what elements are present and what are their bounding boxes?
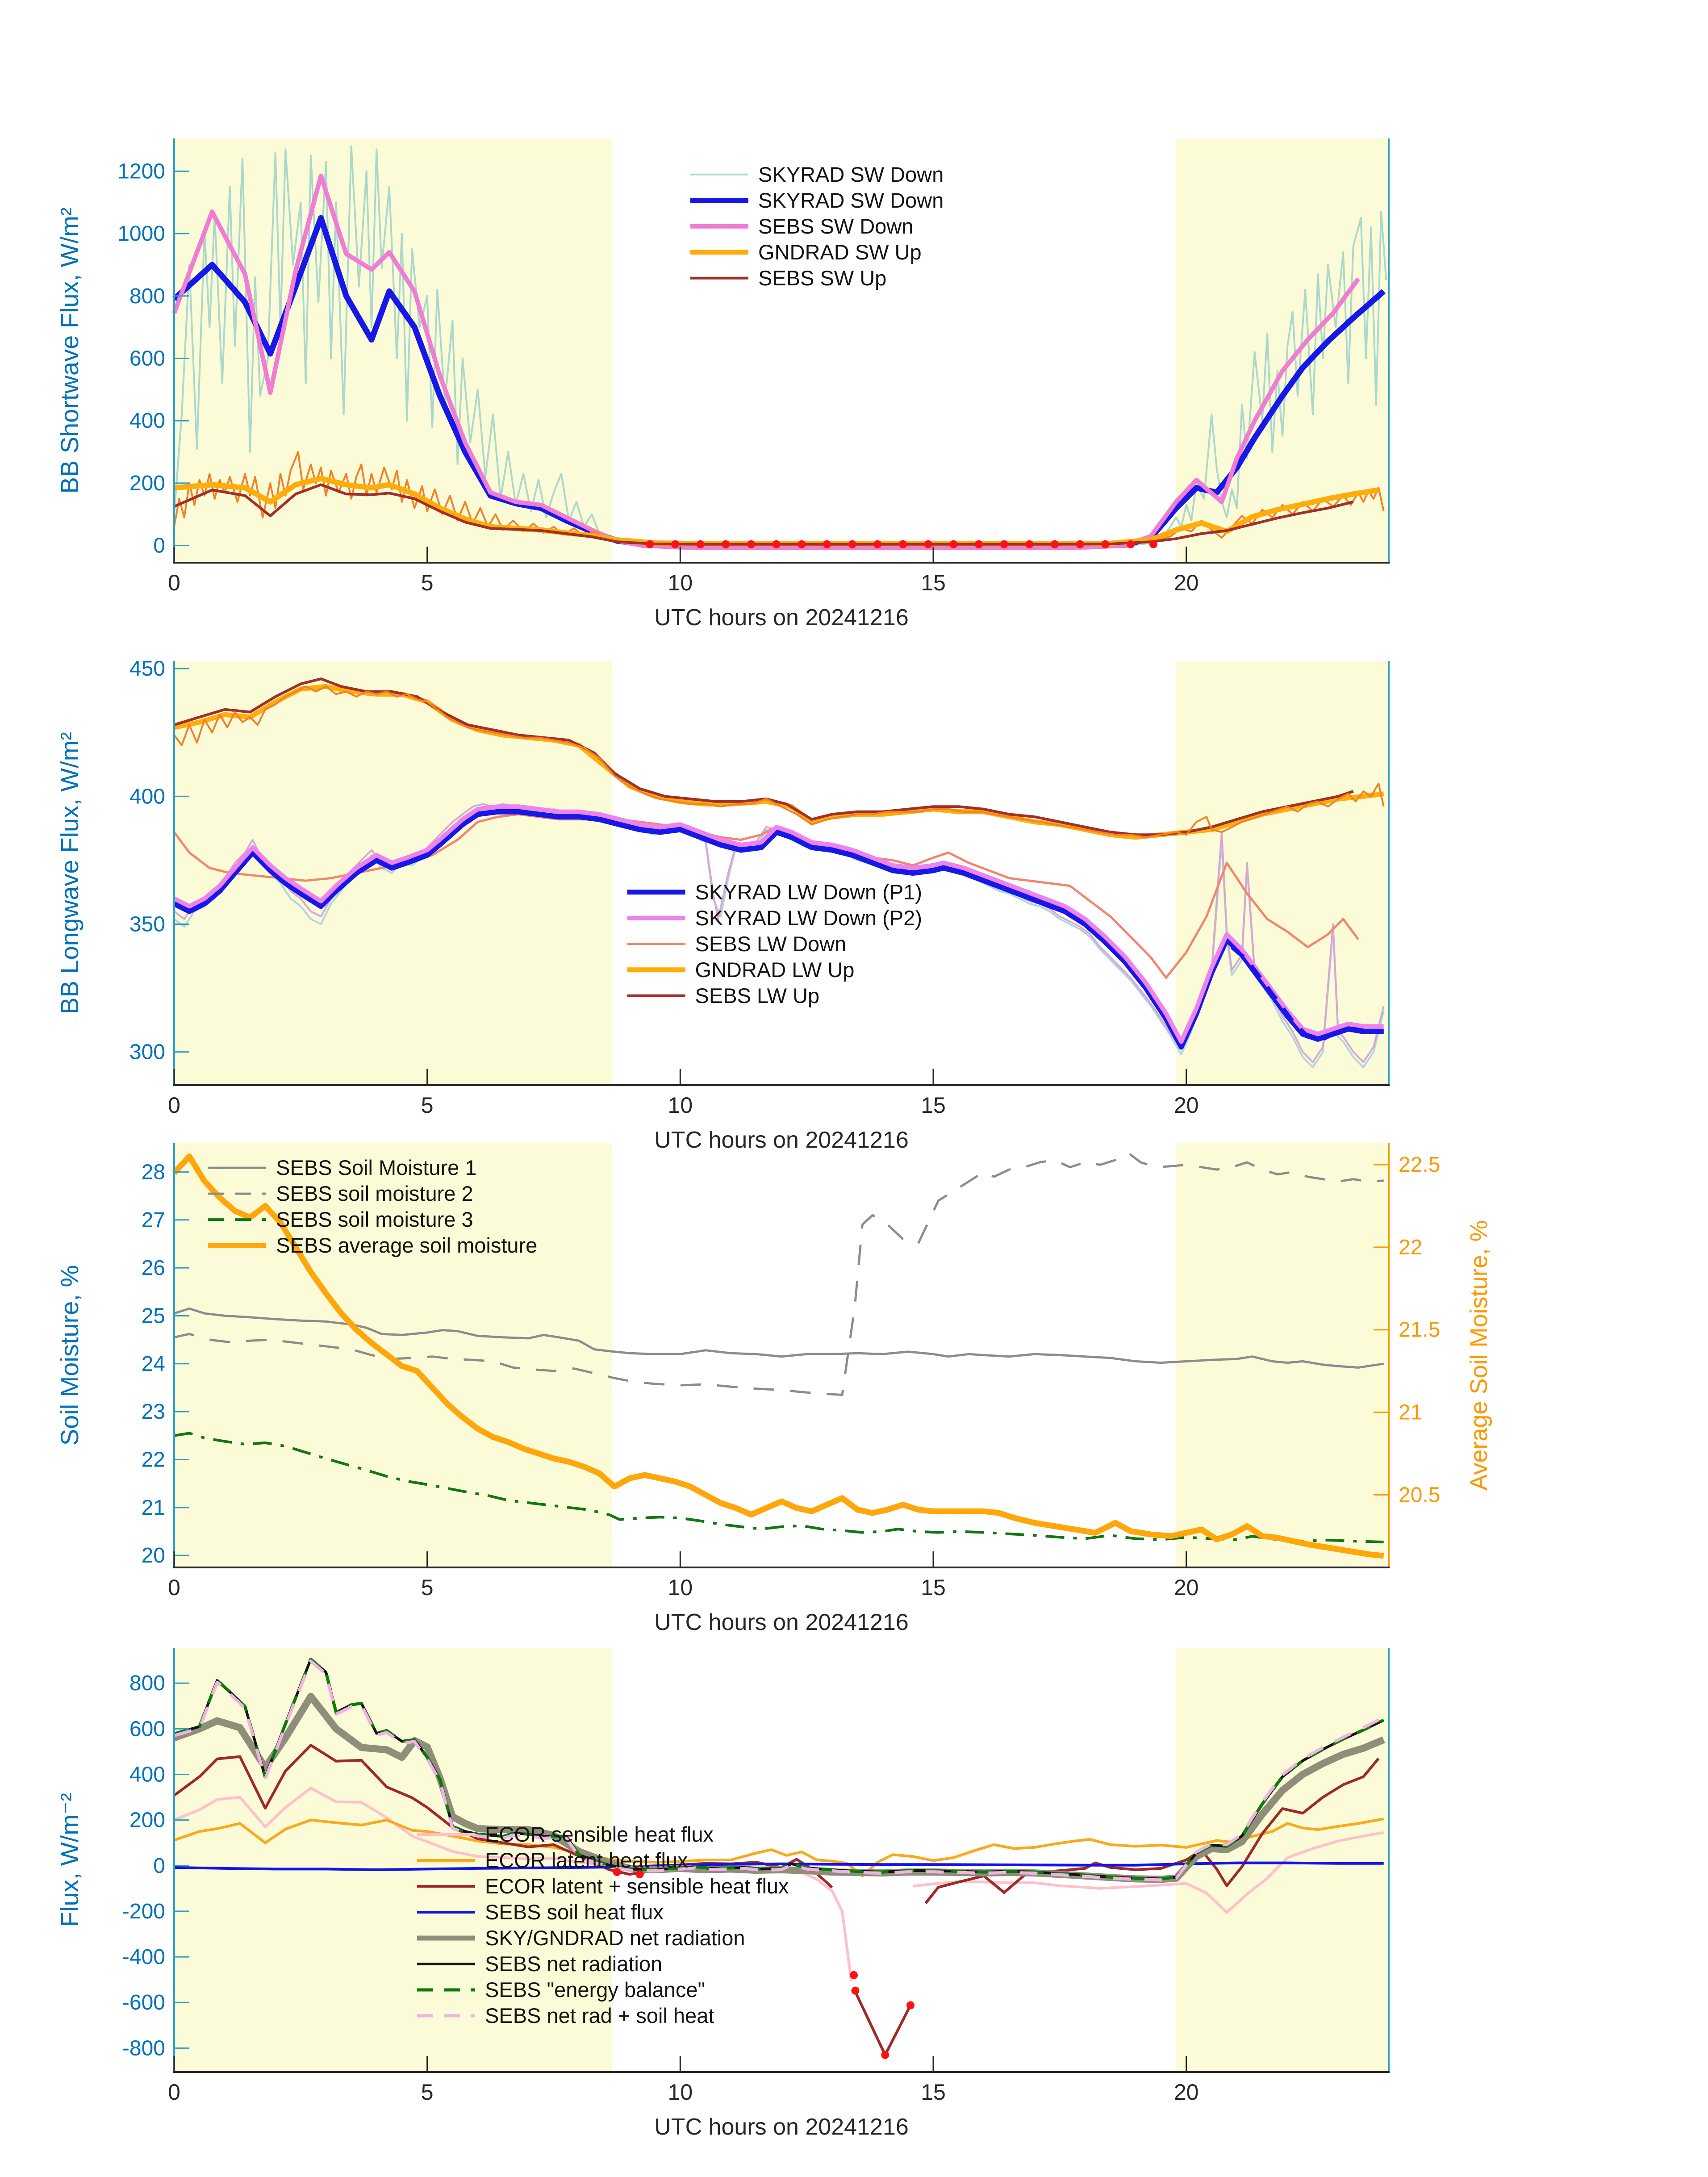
- qc-marker: [1076, 540, 1084, 548]
- y-tick-label: -400: [122, 1945, 165, 1969]
- y-tick-label: 24: [141, 1352, 165, 1376]
- chart-svg-flux: [0, 1648, 1708, 2177]
- y-axis-label: Flux, W/m⁻²: [55, 1793, 84, 1927]
- legend-label: SEBS SW Down: [758, 214, 914, 238]
- x-tick-label: 5: [421, 1575, 434, 1600]
- legend-label: ECOR sensible heat flux: [485, 1822, 714, 1846]
- legend-label: SKYRAD LW Down (P2): [695, 906, 922, 930]
- y-tick-label: 800: [129, 1671, 165, 1696]
- y-tick-label: 1200: [117, 159, 165, 184]
- x-tick-label: 10: [668, 570, 693, 595]
- legend-label: SEBS Soil Moisture 1: [276, 1156, 477, 1180]
- y-tick-label: -800: [122, 2036, 165, 2060]
- x-tick-label: 5: [421, 1093, 434, 1118]
- legend-label: GNDRAD SW Up: [758, 240, 922, 264]
- y-tick-label: 26: [141, 1256, 165, 1280]
- legend-label: ECOR latent + sensible heat flux: [485, 1874, 789, 1898]
- y-tick-label: -200: [122, 1899, 165, 1923]
- y-tick-label: 27: [141, 1208, 165, 1232]
- legend-label: SKYRAD SW Down: [758, 162, 944, 186]
- qc-marker: [1051, 540, 1059, 548]
- legend-label: SKY/GNDRAD net radiation: [485, 1926, 745, 1950]
- right-tick-label: 22.5: [1399, 1153, 1441, 1177]
- legend-label: SEBS "energy balance": [485, 1978, 706, 2002]
- y-tick-label: 28: [141, 1160, 165, 1184]
- qc-marker: [773, 540, 781, 548]
- x-tick-label: 20: [1173, 570, 1199, 595]
- x-axis-label: UTC hours on 20241216: [654, 1609, 909, 1635]
- qc-marker: [899, 540, 907, 548]
- right-tick-label: 21: [1399, 1400, 1423, 1425]
- y-tick-label: 600: [129, 1717, 165, 1741]
- y-tick-label: 200: [129, 471, 165, 495]
- qc-marker: [697, 540, 705, 548]
- y-tick-label: 1000: [117, 222, 165, 246]
- legend-label: SEBS LW Down: [695, 932, 847, 956]
- y-tick-label: 600: [129, 347, 165, 371]
- qc-marker: [1025, 540, 1033, 548]
- night-band: [174, 138, 612, 563]
- legend-label: SEBS net rad + soil heat: [485, 2004, 714, 2027]
- chart-svg-bb-shortwave-flux: [0, 138, 1708, 670]
- legend-label: SEBS average soil moisture: [276, 1233, 538, 1258]
- right-tick-label: 20.5: [1399, 1483, 1441, 1507]
- x-tick-label: 20: [1173, 1093, 1199, 1118]
- y-tick-label: -600: [122, 1991, 165, 2015]
- qc-marker: [747, 540, 755, 548]
- legend-label: SEBS soil moisture 2: [276, 1182, 473, 1206]
- x-tick-label: 10: [668, 1575, 693, 1600]
- right-tick-label: 22: [1399, 1235, 1423, 1259]
- y-tick-label: 200: [129, 1808, 165, 1832]
- y-tick-label: 400: [129, 409, 165, 433]
- night-band: [1176, 138, 1389, 563]
- y-tick-label: 22: [141, 1448, 165, 1472]
- qc-marker: [924, 540, 932, 548]
- legend-label: ECOR latent heat flux: [485, 1848, 688, 1872]
- x-tick-label: 0: [168, 570, 180, 595]
- y-tick-label: 450: [129, 661, 165, 681]
- y-axis-label: BB Shortwave Flux, W/m²: [55, 207, 84, 494]
- right-tick-label: 21.5: [1399, 1318, 1441, 1342]
- y-axis-label: Soil Moisture, %: [55, 1265, 84, 1446]
- qc-marker: [975, 540, 983, 548]
- y-tick-label: 25: [141, 1304, 165, 1328]
- qc-marker: [949, 540, 957, 548]
- night-band: [174, 1143, 612, 1567]
- qc-marker: [881, 2051, 889, 2059]
- x-tick-label: 0: [168, 2080, 180, 2105]
- qc-marker: [1149, 540, 1157, 548]
- qc-marker: [848, 540, 856, 548]
- x-tick-label: 0: [168, 1093, 180, 1118]
- qc-marker: [798, 540, 806, 548]
- chart-svg-soil-moisture: [0, 1143, 1708, 1675]
- qc-marker: [1101, 540, 1109, 548]
- night-band: [1176, 1143, 1389, 1567]
- qc-marker: [1000, 540, 1008, 548]
- y-tick-label: 800: [129, 284, 165, 308]
- y-tick-label: 300: [129, 1040, 165, 1064]
- legend-label: SEBS SW Up: [758, 266, 887, 290]
- qc-marker: [722, 540, 730, 548]
- x-axis-label: UTC hours on 20241216: [654, 1127, 909, 1153]
- y-tick-label: 20: [141, 1544, 165, 1568]
- y-tick-label: 350: [129, 912, 165, 936]
- legend-label: SEBS net radiation: [485, 1952, 663, 1976]
- qc-marker: [906, 2001, 915, 2009]
- x-tick-label: 15: [921, 2080, 946, 2105]
- y-tick-label: 400: [129, 1763, 165, 1787]
- x-axis-label: UTC hours on 20241216: [654, 2114, 909, 2140]
- qc-marker: [1127, 540, 1135, 548]
- x-tick-label: 20: [1173, 1575, 1199, 1600]
- legend-label: SEBS soil moisture 3: [276, 1208, 473, 1232]
- x-tick-label: 10: [668, 2080, 693, 2105]
- x-tick-label: 15: [921, 570, 946, 595]
- right-axis-label: Average Soil Moisture, %: [1466, 1220, 1492, 1491]
- y-tick-label: 21: [141, 1496, 165, 1520]
- legend-label: SEBS soil heat flux: [485, 1900, 664, 1924]
- x-tick-label: 5: [421, 570, 434, 595]
- y-tick-label: 400: [129, 785, 165, 809]
- chart-svg-bb-longwave-flux: [0, 661, 1708, 1192]
- x-tick-label: 0: [168, 1575, 180, 1600]
- legend-label: SEBS LW Up: [695, 983, 820, 1007]
- x-axis-label: UTC hours on 20241216: [654, 605, 909, 631]
- x-tick-label: 20: [1173, 2080, 1199, 2105]
- qc-marker: [646, 540, 654, 548]
- qc-marker: [850, 1971, 858, 1979]
- qc-marker: [671, 540, 679, 548]
- legend-label: SKYRAD LW Down (P1): [695, 880, 922, 904]
- y-tick-label: 0: [153, 1854, 165, 1878]
- y-tick-label: 0: [153, 534, 165, 558]
- y-axis-label: BB Longwave Flux, W/m²: [55, 732, 84, 1014]
- x-tick-label: 15: [921, 1575, 946, 1600]
- x-tick-label: 15: [921, 1093, 946, 1118]
- legend-label: GNDRAD LW Up: [695, 957, 855, 982]
- qc-marker: [873, 540, 881, 548]
- qc-marker: [851, 1987, 859, 1995]
- y-tick-label: 23: [141, 1400, 165, 1424]
- x-tick-label: 5: [421, 2080, 434, 2105]
- qc-marker: [823, 540, 831, 548]
- x-tick-label: 10: [668, 1093, 693, 1118]
- legend-label: SKYRAD SW Down: [758, 188, 944, 212]
